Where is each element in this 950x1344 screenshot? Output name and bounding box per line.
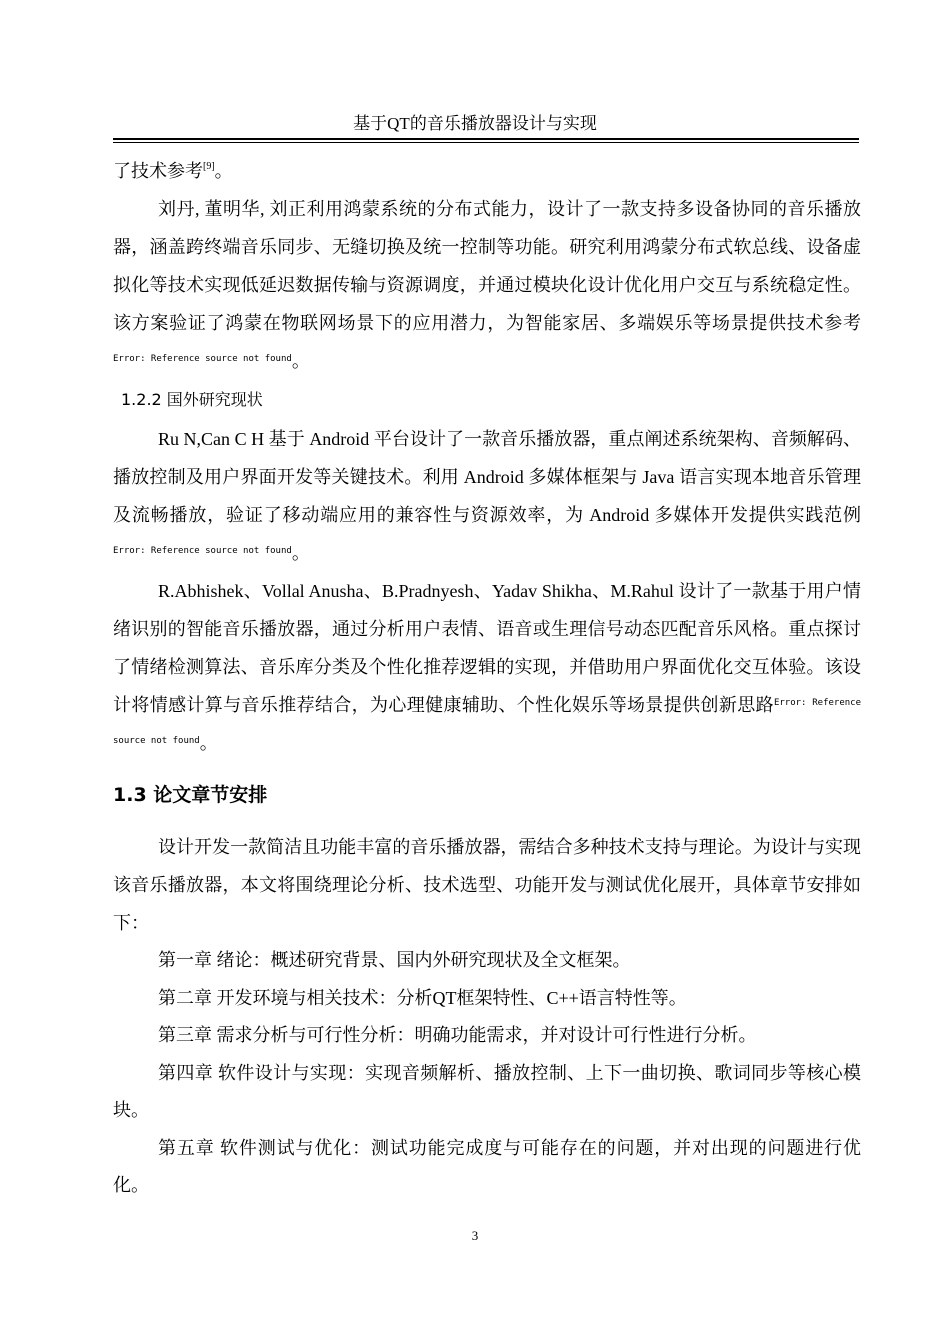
paragraph-text: Ru N,Can C H 基于 Android 平台设计了一款音乐播放器，重点阐述系统架构、音频解码、播放控制及用户界面开发等关键技术。利用 Android 多媒体框架与 Java 语言实现本地音乐管理及流畅播放，验证了移动端应用的兼容性与资源效率，为 Android 多媒体开发提供实践范例: [113, 429, 861, 525]
reference-error[interactable]: Error: Reference source not found: [113, 698, 861, 746]
section-heading-1-2-2: 1.2.2 国外研究现状: [121, 390, 263, 409]
chapter-item-5: 第五章 软件测试与优化：测试功能完成度与可能存在的问题，并对出现的问题进行优化。: [113, 1137, 861, 1195]
reference-error[interactable]: Error: Reference source not found: [113, 354, 292, 364]
paragraph-text: 了技术参考: [113, 161, 203, 181]
paragraph-end: 。: [291, 543, 310, 563]
chapter-item-3: 第三章 需求分析与可行性分析：明确功能需求，并对设计可行性进行分析。: [158, 1025, 757, 1045]
paragraph-text: R.Abhishek、Vollal Anusha、B.Pradnyesh、Yadav Shikha、M.Rahul 设计了一款基于用户情绪识别的智能音乐播放器，通过分析用户表情、语音或生理信号动态匹配音乐风格。重点探讨了情绪检测算法、音乐库分类及个性化推荐逻辑的实现，并借助用户界面优化交互体验。该设计将情感计算与音乐推荐结合，为心理健康辅助、个性化娱乐等场景提供创新思路: [113, 581, 861, 715]
running-header-title: 基于QT的音乐播放器设计与实现: [353, 114, 597, 133]
paragraph-emotion-player: [113, 572, 861, 762]
section-heading-1-3: 1.3 论文章节安排: [113, 784, 268, 806]
paragraph-end: 。: [214, 161, 233, 181]
chapter-item-4: 第四章 软件设计与实现：实现音频解析、播放控制、上下一曲切换、歌词同步等核心模块。: [113, 1062, 861, 1120]
paragraph-android-player: [113, 420, 861, 572]
paragraph-end: 。: [199, 733, 218, 753]
page-body: [113, 152, 861, 1205]
chapter-item-2: 第二章 开发环境与相关技术：分析QT框架特性、C++语言特性等。: [158, 987, 687, 1008]
citation-marker[interactable]: [9]: [203, 161, 215, 172]
paragraph-continuation: [113, 152, 861, 190]
paragraph-text: 刘丹, 董明华, 刘正利用鸿蒙系统的分布式能力，设计了一款支持多设备协同的音乐播放器，涵盖跨终端音乐同步、无缝切换及统一控制等功能。研究利用鸿蒙分布式软总线、设备虚拟化等技术实现低延迟数据传输与资源调度，并通过模块化设计优化用户交互与系统稳定性。该方案验证了鸿蒙在物联网场景下的应用潜力，为智能家居、多端娱乐等场景提供技术参考: [113, 199, 861, 333]
paragraph-end: 。: [291, 351, 310, 371]
page-number: 3: [471, 1228, 479, 1243]
paragraph-harmony-player: [113, 190, 861, 380]
header-rule-thin: [113, 142, 859, 143]
paragraph-chapter-intro: 设计开发一款简洁且功能丰富的音乐播放器，需结合多种技术支持与理论。为设计与实现该音乐播放器，本文将围绕理论分析、技术选型、功能开发与测试优化展开，具体章节安排如下：: [113, 837, 861, 933]
chapter-item-1: 第一章 绪论：概述研究背景、国内外研究现状及全文框架。: [158, 950, 631, 970]
reference-error[interactable]: Error: Reference source not found: [113, 546, 292, 556]
header-rule-thick: [113, 138, 859, 140]
